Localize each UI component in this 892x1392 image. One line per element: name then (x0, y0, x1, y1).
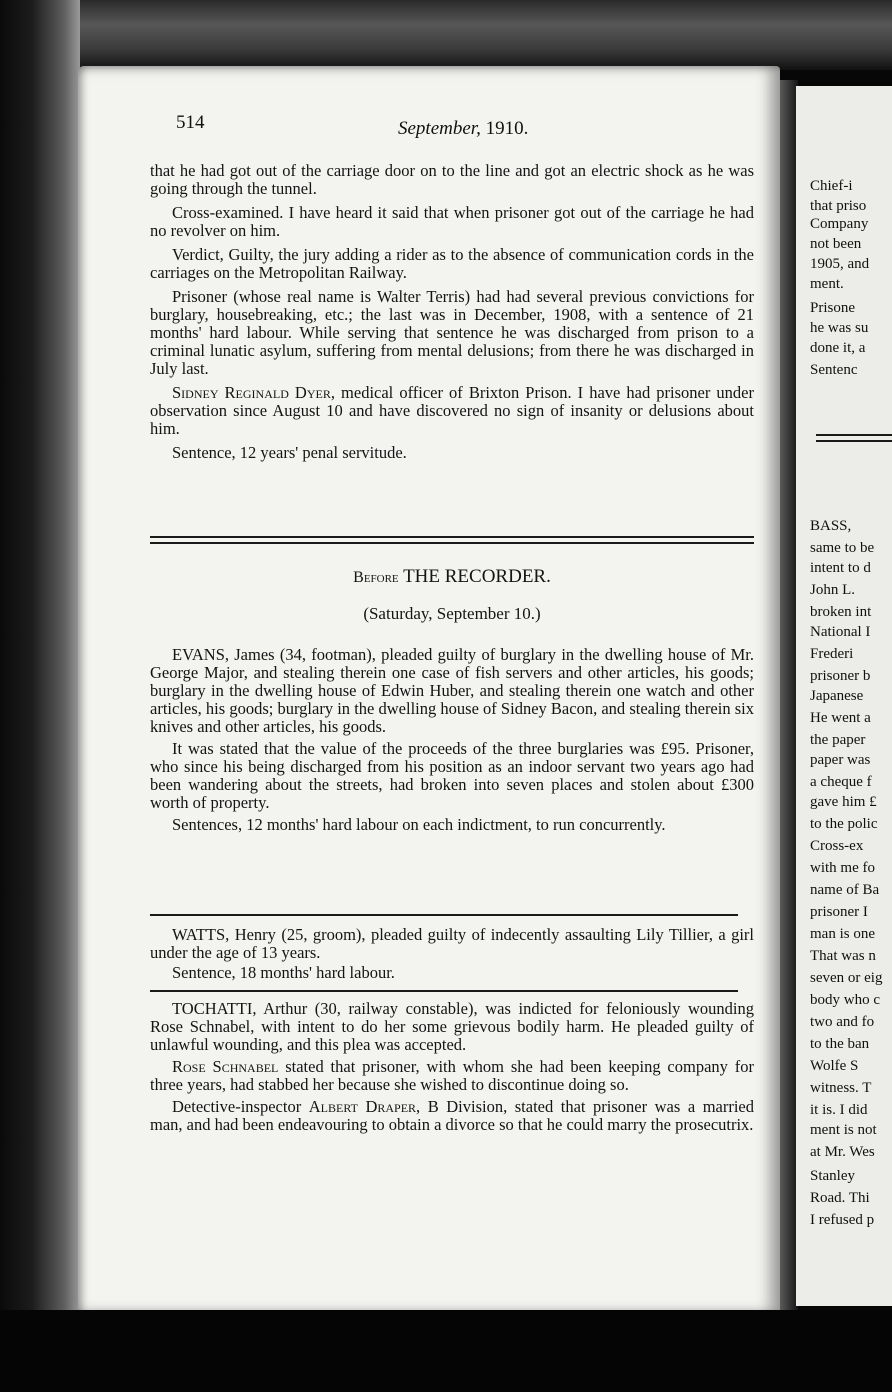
top-section (150, 162, 754, 462)
facing-line: Prisone (810, 300, 855, 316)
page-number: 514 (176, 112, 205, 133)
facing-line: BASS, (810, 518, 852, 534)
paragraph: Cross-examined. I have heard it said that when prisoner got out of the carriage he had no revolver on him. (150, 203, 754, 240)
facing-line: Road. Thi (810, 1190, 870, 1206)
case-tochatti (150, 1000, 754, 1134)
double-rule-bottom (150, 542, 754, 544)
sentence-line: Sentence, 12 years' penal servitude. (172, 443, 407, 462)
facing-line: two and fo (810, 1014, 875, 1030)
facing-line: I refused p (810, 1212, 875, 1228)
paragraph (150, 1098, 754, 1134)
facing-line: Stanley (810, 1168, 855, 1184)
facing-line: same to be (810, 540, 875, 556)
facing-line: done it, a (810, 340, 866, 356)
facing-line: Cross-ex (810, 838, 864, 854)
facing-rule (816, 440, 892, 442)
facing-line: paper was (810, 752, 871, 768)
facing-line: prisoner b (810, 668, 871, 684)
facing-line: it is. I did (810, 1102, 868, 1118)
facing-line: with me fo (810, 860, 875, 876)
paragraph: that he had got out of the carriage door on to the line and got an electric shock as he was going through the tunnel. (150, 161, 754, 198)
witness-name: Albert Draper, (308, 1097, 421, 1116)
facing-line: name of Ba (810, 882, 880, 898)
heading-before: Before (353, 569, 399, 586)
facing-line: John L. (810, 582, 855, 598)
paragraph-text: Detective-inspector (172, 1097, 309, 1116)
facing-line: he was su (810, 320, 869, 336)
facing-line: not been (810, 236, 862, 252)
paragraph: Verdict, Guilty, the jury adding a rider as to the absence of communication cords in the carriages on the Metropolitan Railway. (150, 245, 754, 282)
heading-recorder: THE RECORDER. (398, 566, 551, 587)
case-divider (150, 914, 738, 916)
facing-line: 1905, and (810, 256, 870, 272)
double-rule-top (150, 536, 754, 538)
court-date: (Saturday, September 10.) (363, 604, 541, 623)
facing-line: He went a (810, 710, 871, 726)
paragraph: WATTS, Henry (25, groom), pleaded guilty of indecently assaulting Lily Tillier, a girl under the age of 13 years. (150, 925, 754, 962)
header-year: 1910. (485, 118, 529, 139)
facing-line: at Mr. Wes (810, 1144, 875, 1160)
paragraph-text: B Division, stated that prisoner was a married man, and had been endeavouring to obtain a divorce so that he could marry the prosecutrix. (150, 1097, 754, 1134)
facing-line: to the ban (810, 1036, 870, 1052)
scan-background-bottom (0, 1310, 892, 1392)
running-header-date (398, 118, 528, 140)
paragraph (150, 384, 754, 438)
facing-line: Chief-i (810, 178, 853, 194)
facing-line: ment. (810, 276, 844, 292)
facing-line: the paper (810, 732, 866, 748)
header-month: September, (398, 118, 481, 139)
case-watts (150, 926, 754, 982)
witness-name: Rose Schnabel (172, 1057, 279, 1076)
facing-line: prisoner I (810, 904, 868, 920)
paragraph: Prisoner (whose real name is Walter Terris) had had several previous convictions for burglary, housebreaking, etc.; the last was in December, 1908, with a sentence of 21 months' hard labour. While serving that sentence he was discharged from prison to a criminal lunatic asylum, suffering from mental delusions; from there he was discharged in July last. (150, 287, 754, 378)
facing-line: Frederi (810, 646, 854, 662)
facing-rule (816, 434, 892, 436)
facing-line: intent to d (810, 560, 871, 576)
facing-line: Japanese (810, 688, 864, 704)
sentence-line: Sentence, 18 months' hard labour. (172, 963, 395, 982)
facing-line: seven or eig (810, 970, 883, 986)
facing-line: Sentenc (810, 362, 858, 378)
facing-line: Wolfe S (810, 1058, 859, 1074)
case-evans (150, 646, 754, 834)
witness-name: Sidney Reginald Dyer, (172, 383, 335, 402)
paragraph-text: medical officer of Brixton Prison. I have had prisoner under observation since August 10 and have discovered no sign of insanity or delusions about him. (150, 383, 754, 438)
facing-line: Company (810, 216, 869, 232)
facing-line: body who c (810, 992, 880, 1008)
court-heading (150, 566, 754, 588)
paragraph: TOCHATTI, Arthur (30, railway constable), was indicted for feloniously wounding Rose Schnabel, with intent to do her some grievous bodily harm. He pleaded guilty of unlawful wounding, and this plea was accepted. (150, 999, 754, 1054)
scan-background-top (0, 0, 892, 70)
facing-line: broken int (810, 604, 872, 620)
facing-line: National I (810, 624, 871, 640)
facing-line: witness. T (810, 1080, 872, 1096)
paragraph-text: stated that prisoner, with whom she had been keeping company for three years, had stabbed her because she wished to discontinue doing so. (150, 1057, 754, 1094)
sentence-line: Sentences, 12 months' hard labour on each indictment, to run concurrently. (172, 815, 666, 834)
facing-line: man is one (810, 926, 875, 942)
facing-line: gave him £ (810, 794, 877, 810)
facing-line: to the polic (810, 816, 878, 832)
facing-line: That was n (810, 948, 876, 964)
paragraph: It was stated that the value of the proceeds of the three burglaries was £95. Prisoner, who since his being discharged from his position as an indoor servant two years ago had been wandering about the streets, had broken into seven places and stolen about £300 worth of property. (150, 739, 754, 812)
paragraph: EVANS, James (34, footman), pleaded guilty of burglary in the dwelling house of Mr. George Major, and stealing therein one case of fish servers and other articles, his goods; burglary in the dwelling house of Edwin Huber, and stealing therein one watch and other articles, his goods; burglary in the dwelling house of Sidney Bacon, and stealing therein six knives and other articles, his goods. (150, 645, 754, 736)
facing-line: a cheque f (810, 774, 872, 790)
facing-page (796, 86, 892, 1306)
paragraph (150, 1058, 754, 1094)
facing-line: that priso (810, 198, 867, 214)
facing-line: ment is not (810, 1122, 877, 1138)
case-divider (150, 990, 738, 992)
book-left-edge (0, 0, 80, 1392)
